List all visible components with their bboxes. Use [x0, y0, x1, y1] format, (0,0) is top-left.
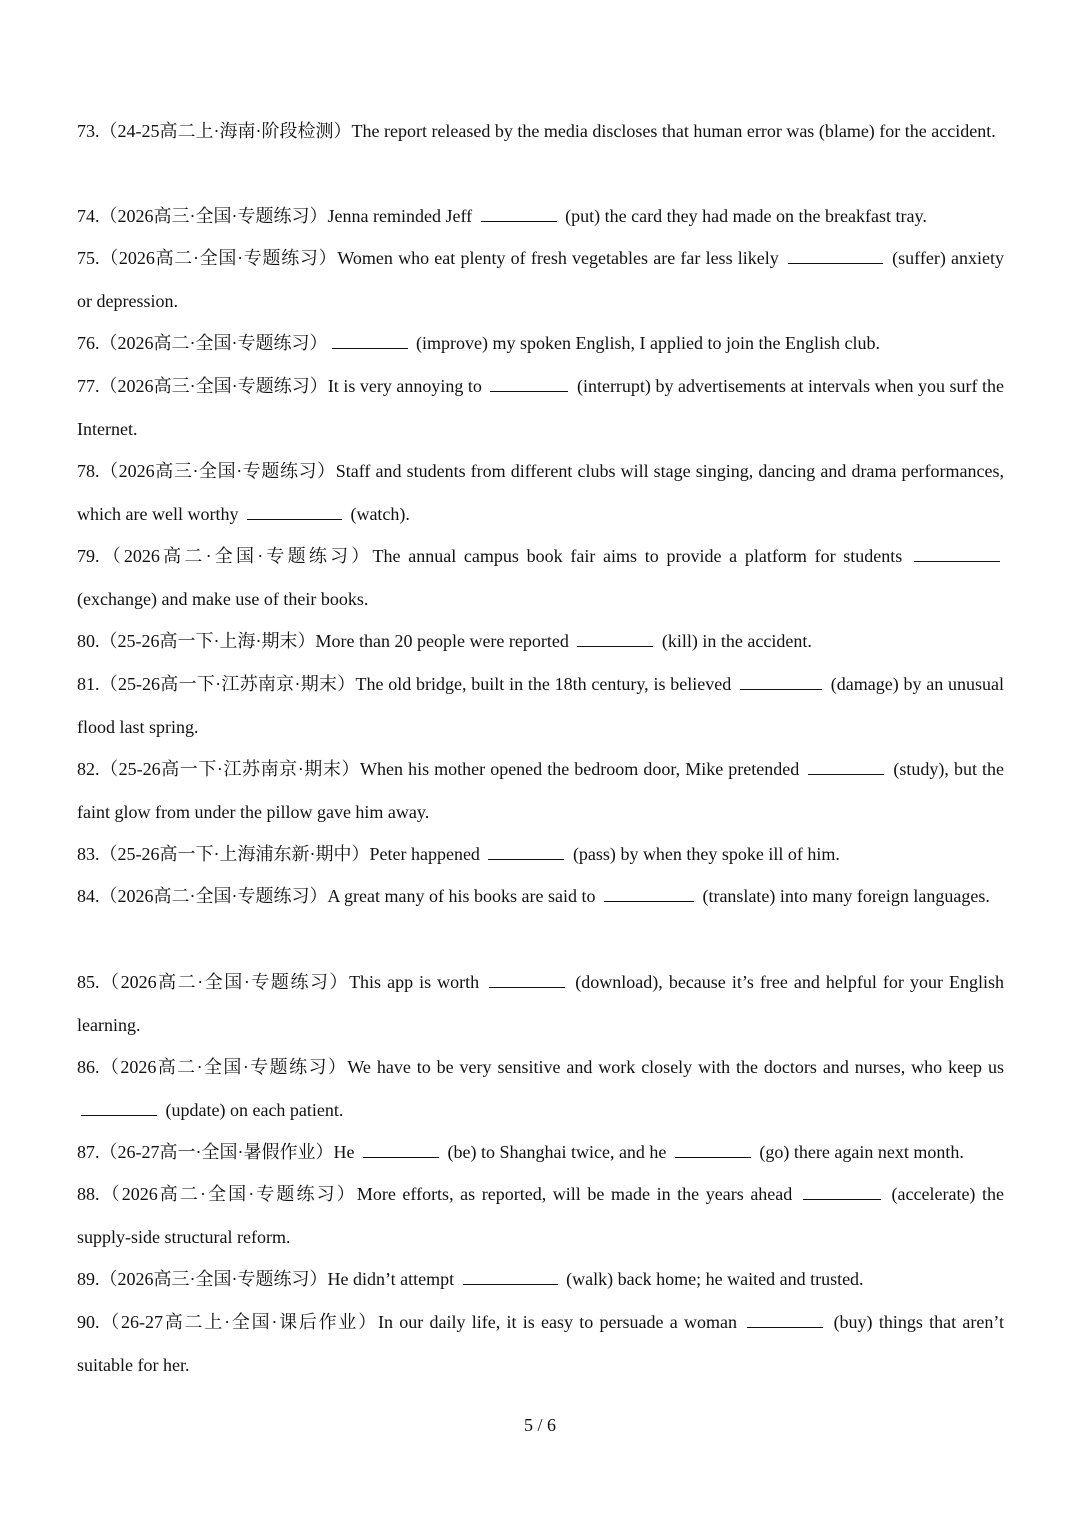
- question-source: （25-26高一下·上海浦东新·期中）: [99, 844, 370, 864]
- verb-hint: (kill): [661, 631, 698, 651]
- verb-hint: (damage): [830, 674, 899, 694]
- question-source: （2026高二·全国·专题练习）: [99, 248, 338, 268]
- answer-blank[interactable]: [463, 1268, 558, 1285]
- question-item: [77, 237, 1004, 322]
- question-text: The annual campus book fair aims to provide a platform for students: [372, 546, 903, 566]
- question-text: to Shanghai twice, and he: [480, 1142, 667, 1162]
- question-source: （2026高三·全国·专题练习）: [99, 461, 336, 481]
- verb-hint: (download),: [575, 972, 663, 992]
- question-number: 80.: [77, 631, 100, 651]
- question-item: [77, 1258, 1004, 1301]
- question-text: This app is worth: [349, 972, 480, 992]
- verb-hint: (walk): [566, 1269, 614, 1289]
- question-text: into many foreign languages.: [779, 886, 990, 906]
- question-source: （24-25高二上·海南·阶段检测）: [99, 121, 352, 141]
- question-source: （2026高三·全国·专题练习）: [99, 206, 328, 226]
- question-number: 89.: [77, 1269, 100, 1289]
- question-item: [77, 195, 1004, 238]
- question-number: 86.: [77, 1057, 100, 1077]
- question-source: （25-26高一下·江苏南京·期末）: [99, 759, 361, 779]
- question-number: 74.: [77, 206, 100, 226]
- question-text: on each patient.: [229, 1099, 344, 1120]
- answer-blank[interactable]: [747, 1311, 823, 1328]
- question-item: [77, 1046, 1004, 1131]
- question-source: （2026高二·全国·专题练习）: [99, 333, 328, 353]
- question-number: 79.: [77, 546, 100, 566]
- question-text: the supply-side structural reform.: [77, 1184, 1005, 1247]
- question-text: anxiety or depression.: [77, 248, 1004, 311]
- question-text: my spoken English, I applied to join the English club.: [492, 333, 880, 353]
- question-text: He: [333, 1142, 355, 1162]
- answer-blank[interactable]: [490, 375, 568, 392]
- question-text: A great many of his books are said to: [327, 886, 596, 906]
- question-text: but the faint glow from under the pillow gave him away.: [77, 759, 1005, 822]
- verb-hint: (go): [759, 1142, 790, 1162]
- question-text: We have to be very sensitive and work closely with the doctors and nurses, who keep us: [347, 1057, 1004, 1077]
- question-source: （2026高二·全国·专题练习）: [99, 1184, 357, 1204]
- question-text: (blame) for the accident.: [818, 121, 996, 141]
- verb-hint: (put): [565, 206, 601, 226]
- question-source: （26-27高二上·全国·课后作业）: [99, 1312, 378, 1332]
- question-source: （2026高三·全国·专题练习）: [99, 1269, 328, 1289]
- question-source: （25-26高一下·上海·期末）: [99, 631, 316, 651]
- question-number: 85.: [77, 972, 100, 992]
- answer-blank[interactable]: [363, 1141, 439, 1158]
- answer-blank[interactable]: [740, 673, 822, 690]
- question-item: [77, 322, 1004, 365]
- question-text: He didn’t attempt: [327, 1269, 455, 1289]
- question-number: 84.: [77, 886, 100, 906]
- answer-blank[interactable]: [332, 332, 408, 349]
- question-text: by when they spoke ill of him.: [620, 844, 840, 864]
- question-source: （2026高三·全国·专题练习）: [99, 376, 328, 396]
- question-item: [77, 961, 1004, 1046]
- question-source: （25-26高一下·江苏南京·期末）: [99, 674, 356, 694]
- verb-hint: (watch).: [350, 503, 410, 524]
- page-number: 5 / 6: [523, 1415, 556, 1435]
- answer-blank[interactable]: [488, 843, 564, 860]
- answer-blank[interactable]: [247, 503, 342, 520]
- question-number: 87.: [77, 1142, 100, 1162]
- question-item: [77, 1173, 1004, 1258]
- question-item: [77, 450, 1004, 535]
- question-text: there again next month.: [793, 1142, 964, 1162]
- question-text: by an unusual flood last spring.: [77, 674, 1005, 737]
- question-text: by advertisements at intervals when you surf the Internet.: [77, 376, 1005, 439]
- answer-blank[interactable]: [803, 1183, 881, 1200]
- question-text: Staff and students from different clubs will stage singing, dancing and drama performances, which are well worthy: [77, 461, 1004, 524]
- answer-blank[interactable]: [481, 205, 557, 222]
- question-item: [77, 748, 1004, 833]
- question-number: 73.: [77, 121, 100, 141]
- question-number: 81.: [77, 674, 100, 694]
- answer-blank[interactable]: [788, 247, 883, 264]
- question-text: Jenna reminded Jeff: [327, 206, 473, 226]
- question-source: （2026高二·全国·专题练习）: [99, 886, 328, 906]
- question-text: The report released by the media discloses that human error was: [351, 121, 815, 141]
- answer-blank[interactable]: [604, 885, 694, 902]
- question-number: 88.: [77, 1184, 100, 1204]
- answer-blank[interactable]: [675, 1141, 751, 1158]
- question-number: 77.: [77, 376, 100, 396]
- question-text: When his mother opened the bedroom door, Mike pretended: [360, 759, 800, 779]
- answer-blank[interactable]: [914, 545, 1000, 562]
- question-number: 90.: [77, 1312, 100, 1332]
- question-text: in the accident.: [702, 631, 812, 651]
- verb-hint: (exchange): [77, 588, 157, 609]
- question-text: the card they had made on the breakfast tray.: [604, 206, 927, 226]
- question-item: [77, 663, 1004, 748]
- question-text: Women who eat plenty of fresh vegetables are far less likely: [337, 248, 779, 268]
- answer-blank[interactable]: [81, 1099, 157, 1116]
- question-source: （26-27高一·全国·暑假作业）: [99, 1142, 334, 1162]
- verb-hint: (accelerate): [891, 1184, 976, 1204]
- verb-hint: (improve): [416, 333, 488, 353]
- question-item: [77, 365, 1004, 450]
- question-number: 83.: [77, 844, 100, 864]
- question-source: （2026高二·全国·专题练习）: [99, 972, 350, 992]
- verb-hint: (buy): [833, 1312, 873, 1332]
- verb-hint: (translate): [702, 886, 776, 906]
- question-text: It is very annoying to: [327, 376, 482, 396]
- question-item: [77, 110, 1004, 153]
- verb-hint: (study),: [893, 759, 949, 779]
- verb-hint: (suffer): [892, 248, 946, 268]
- question-number: 76.: [77, 333, 100, 353]
- verb-hint: (be): [447, 1142, 477, 1162]
- question-item: [77, 833, 1004, 876]
- question-text: The old bridge, built in the 18th century, is believed: [355, 674, 732, 694]
- question-item: [77, 1301, 1004, 1386]
- question-text: and make use of their books.: [161, 588, 369, 609]
- question-text: More efforts, as reported, will be made in the years ahead: [356, 1184, 793, 1204]
- question-text: things that aren’t suitable for her.: [77, 1312, 1004, 1375]
- answer-blank[interactable]: [489, 971, 565, 988]
- verb-hint: (interrupt): [576, 376, 651, 396]
- answer-blank[interactable]: [808, 758, 884, 775]
- question-item: [77, 875, 1004, 918]
- question-source: （2026高二·全国·专题练习）: [99, 546, 373, 566]
- question-item: [77, 1131, 1004, 1174]
- verb-hint: (update): [165, 1099, 226, 1120]
- question-item: [77, 535, 1004, 620]
- question-text: because it’s free and helpful for your English learning.: [77, 972, 1004, 1035]
- question-source: （2026高二·全国·专题练习）: [99, 1057, 348, 1077]
- question-number: 75.: [77, 248, 100, 268]
- question-text: In our daily life, it is easy to persuade a woman: [377, 1312, 738, 1332]
- answer-blank[interactable]: [577, 630, 653, 647]
- verb-hint: (pass): [572, 844, 616, 864]
- question-text: More than 20 people were reported: [315, 631, 569, 651]
- question-item: [77, 620, 1004, 663]
- question-text: Peter happened: [369, 844, 480, 864]
- question-number: 82.: [77, 759, 100, 779]
- question-number: 78.: [77, 461, 100, 481]
- question-text: back home; he waited and trusted.: [617, 1269, 864, 1289]
